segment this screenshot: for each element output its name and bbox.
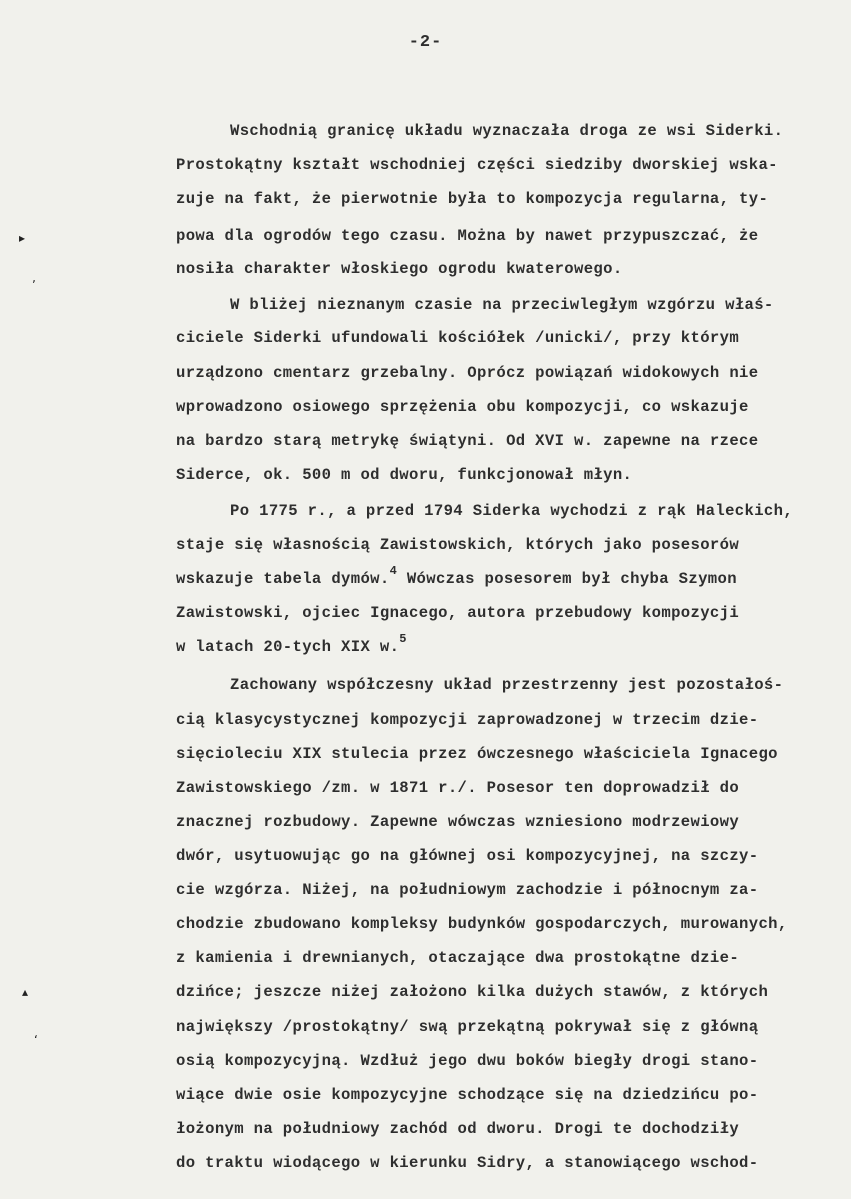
text-line: osią kompozycyjną. Wzdłuż jego dwu boków biegły drogi stano- bbox=[176, 1052, 759, 1070]
text-line: największy /prostokątny/ swą przekątną pokrywał się z główną bbox=[176, 1018, 759, 1036]
text-line: z kamienia i drewnianych, otaczające dwa prostokątne dzie- bbox=[176, 949, 740, 967]
text-line: W bliżej nieznanym czasie na przeciwległym wzgórzu właś- bbox=[230, 296, 774, 314]
text-line: Po 1775 r., a przed 1794 Siderka wychodzi z rąk Haleckich, bbox=[230, 502, 794, 520]
text-line: na bardzo starą metrykę świątyni. Od XVI w. zapewne na rzece bbox=[176, 432, 759, 450]
text-line: sięcioleciu XIX stulecia przez ówczesnego właściciela Ignacego bbox=[176, 745, 778, 763]
margin-mark-icon: ʼ bbox=[32, 278, 36, 292]
line-text: Wówczas posesorem był chyba Szymon bbox=[397, 570, 737, 588]
text-line: znacznej rozbudowy. Zapewne wówczas wzniesiono modrzewiowy bbox=[176, 813, 740, 831]
text-line: wiące dwie osie kompozycyjne schodzące się na dziedzińcu po- bbox=[176, 1086, 759, 1104]
footnote-marker: 4 bbox=[389, 564, 398, 578]
text-line: cią klasycystycznej kompozycji zaprowadzonej w trzecim dzie- bbox=[176, 711, 759, 729]
footnote-marker: 5 bbox=[399, 632, 407, 646]
text-line: Siderce, ok. 500 m od dworu, funkcjonował młyn. bbox=[176, 466, 633, 484]
text-line: nosiła charakter włoskiego ogrodu kwaterowego. bbox=[176, 260, 623, 278]
text-line: Wschodnią granicę układu wyznaczała droga ze wsi Siderki. bbox=[230, 122, 784, 140]
margin-mark-icon: ʻ bbox=[34, 1033, 38, 1047]
text-line: dzińce; jeszcze niżej założono kilka dużych stawów, z których bbox=[176, 983, 769, 1001]
line-text: w latach 20-tych XIX w. bbox=[176, 638, 400, 656]
text-line: ciciele Siderki ufundowali kościółek /unicki/, przy którym bbox=[176, 329, 740, 347]
text-line: łożonym na południowy zachód od dworu. Drogi te dochodziły bbox=[176, 1120, 740, 1138]
text-line: cie wzgórza. Niżej, na południowym zachodzie i północnym za- bbox=[176, 881, 759, 899]
text-line: zuje na fakt, że pierwotnie była to kompozycja regularna, ty- bbox=[176, 190, 769, 208]
text-line: powa dla ogrodów tego czasu. Można by nawet przypuszczać, że bbox=[176, 227, 759, 245]
text-line: chodzie zbudowano kompleksy budynków gospodarczych, murowanych, bbox=[176, 915, 788, 933]
line-text: wskazuje tabela dymów. bbox=[176, 570, 390, 588]
text-line: Zawistowskiego /zm. w 1871 r./. Posesor ten doprowadził do bbox=[176, 779, 740, 797]
text-line: staje się własnością Zawistowskich, których jako posesorów bbox=[176, 536, 740, 554]
text-line-with-footnote bbox=[176, 632, 407, 658]
text-line: wprowadzono osiowego sprzężenia obu kompozycji, co wskazuje bbox=[176, 398, 749, 416]
margin-mark-icon: ▴ bbox=[22, 985, 29, 999]
text-line: Zachowany współczesny układ przestrzenny jest pozostałoś- bbox=[230, 676, 784, 694]
text-line: do traktu wiodącego w kierunku Sidry, a stanowiącego wschod- bbox=[176, 1154, 759, 1172]
text-line: urządzono cmentarz grzebalny. Oprócz powiązań widokowych nie bbox=[176, 364, 759, 382]
page-number: -2- bbox=[408, 33, 443, 52]
text-line: Prostokątny kształt wschodniej części siedziby dworskiej wska- bbox=[176, 156, 778, 174]
text-line-with-footnote bbox=[176, 564, 737, 590]
text-line: Zawistowski, ojciec Ignacego, autora przebudowy kompozycji bbox=[176, 604, 740, 622]
margin-mark-icon: ▸ bbox=[19, 231, 26, 245]
text-line: dwór, usytuowując go na głównej osi kompozycyjnej, na szczy- bbox=[176, 847, 759, 865]
